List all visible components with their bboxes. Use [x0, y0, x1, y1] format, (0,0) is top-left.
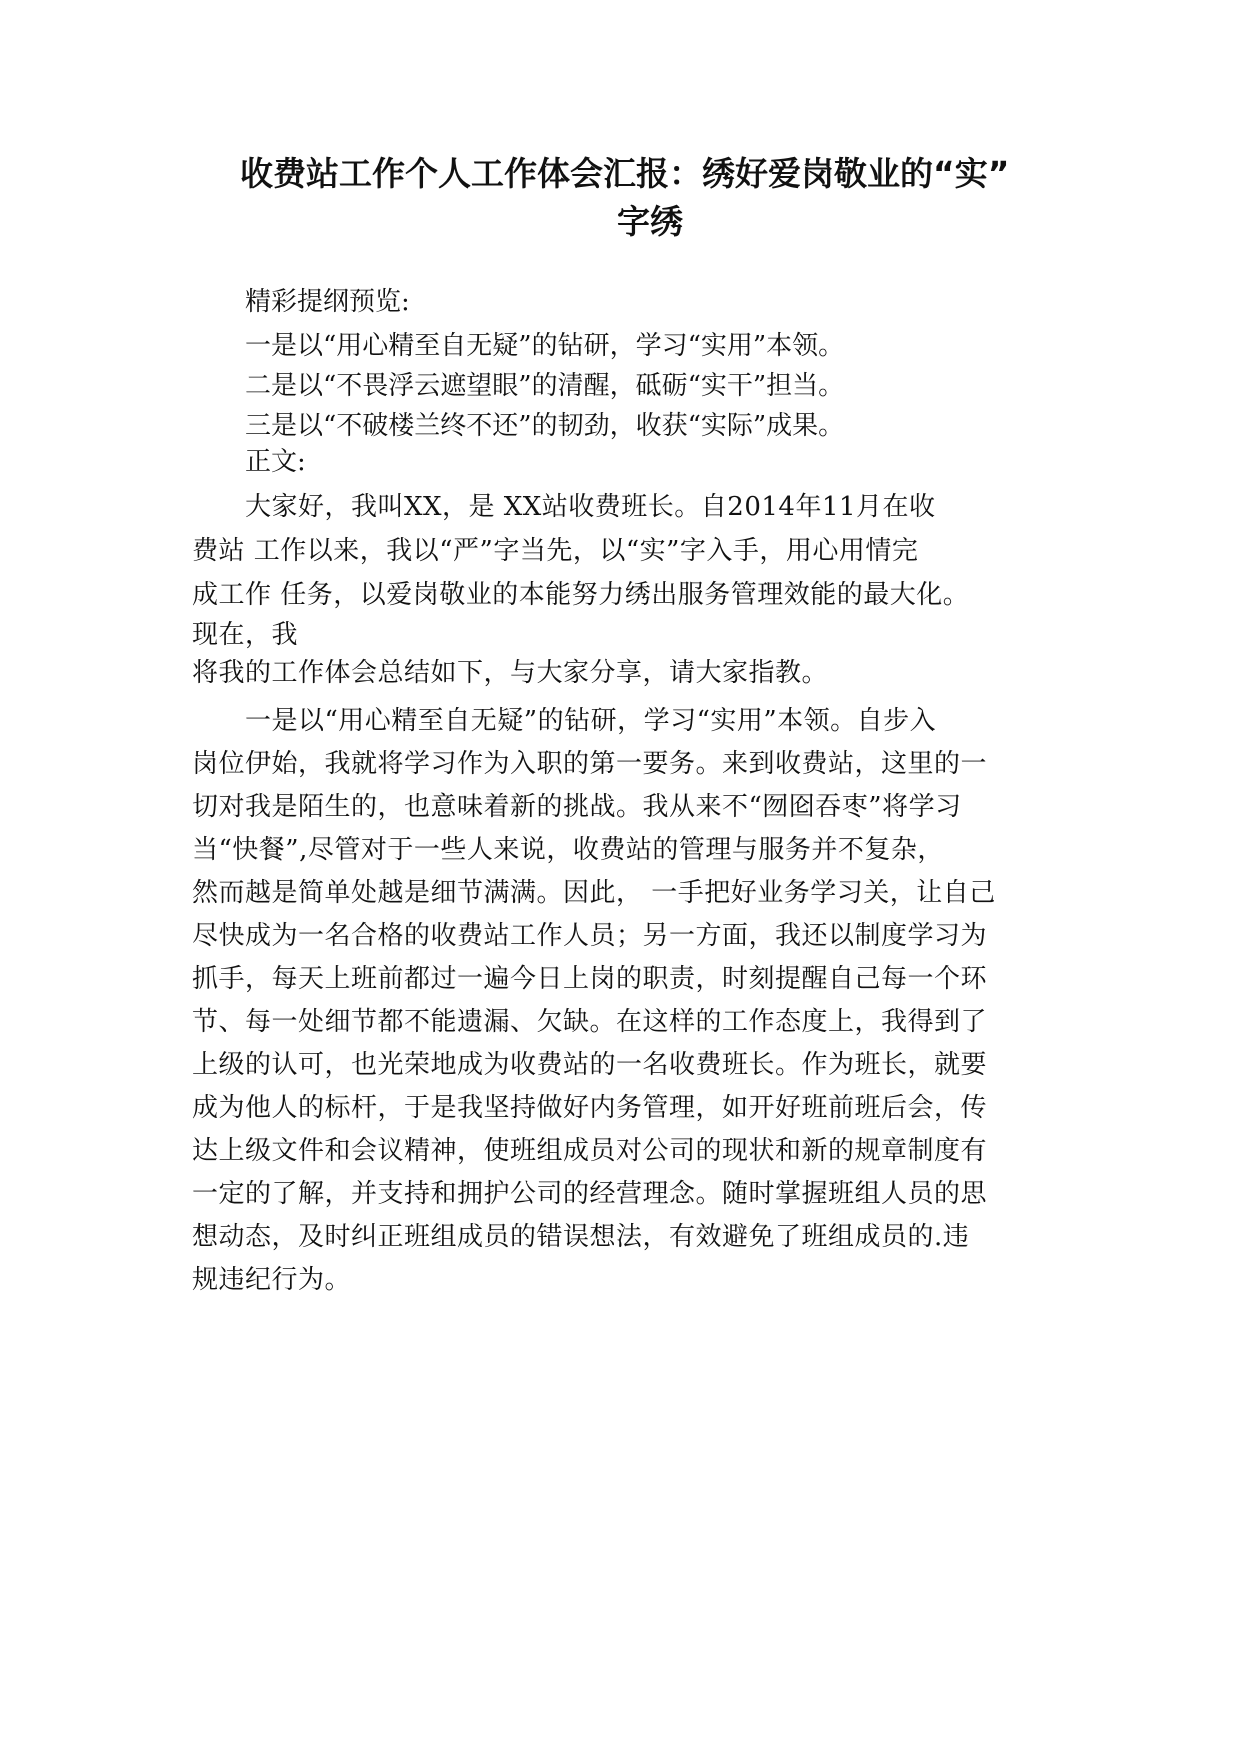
- section1-line-10: 成为他人的标杆，于是我坚持做好内务管理，如开好班前班后会，传: [192, 1093, 988, 1123]
- section1-line-14: 规违纪行为。: [192, 1265, 352, 1295]
- outline-heading: 精彩提纲预览:: [245, 287, 410, 317]
- section1-line-5: 然而越是简单处越是细节满满。因此， 一手把好业务学习关，让自己: [192, 878, 996, 908]
- section1-line-2: 岗位伊始，我就将学习作为入职的第一要务。来到收费站，这里的一: [192, 749, 988, 779]
- intro-line-3: 成工作 任务，以爱岗敬业的本能努力绣出服务管理效能的最大化。: [192, 580, 970, 610]
- intro-line-4: 现在，我: [192, 620, 299, 650]
- outline-item-2: 二是以“不畏浮云遮望眼”的清醒，砥砺“实干”担当。: [245, 371, 845, 401]
- intro-line-5: 将我的工作体会总结如下，与大家分享，请大家指教。: [192, 658, 829, 688]
- section1-line-9: 上级的认可，也光荣地成为收费站的一名收费班长。作为班长，就要: [192, 1050, 988, 1080]
- intro-line-2: 费站 工作以来，我以“严”字当先，以“实”字入手，用心用情完: [192, 536, 919, 566]
- section1-line-3: 切对我是陌生的，也意味着新的挑战。我从来不“囫囵吞枣”将学习: [192, 792, 962, 822]
- section1-line-13: 想动态，及时纠正班组成员的错误想法，有效避免了班组成员的.违: [192, 1222, 970, 1252]
- outline-item-1: 一是以“用心精至自无疑”的钻研，学习“实用”本领。: [245, 331, 845, 361]
- section1-line-1: 一是以“用心精至自无疑”的钻研，学习“实用”本领。自步入: [245, 706, 937, 736]
- body-heading: 正文:: [245, 447, 306, 477]
- section1-line-12: 一定的了解，并支持和拥护公司的经营理念。随时掌握班组人员的思: [192, 1179, 988, 1209]
- document-title-line-2: 字绣: [617, 202, 683, 241]
- section1-line-11: 达上级文件和会议精神，使班组成员对公司的现状和新的规章制度有: [192, 1136, 988, 1166]
- intro-line-1: 大家好，我叫XX，是 XX站收费班长。自2014年11月在收: [245, 492, 936, 522]
- document-title-line-1: 收费站工作个人工作体会汇报：绣好爱岗敬业的“实”: [240, 154, 1010, 193]
- section1-line-7: 抓手，每天上班前都过一遍今日上岗的职责，时刻提醒自己每一个环: [192, 964, 988, 994]
- section1-line-6: 尽快成为一名合格的收费站工作人员；另一方面，我还以制度学习为: [192, 921, 988, 951]
- section1-line-8: 节、每一处细节都不能遗漏、欠缺。在这样的工作态度上，我得到了: [192, 1007, 988, 1037]
- outline-item-3: 三是以“不破楼兰终不还”的韧劲，收获“实际”成果。: [245, 411, 845, 441]
- section1-line-4: 当“快餐”,尽管对于一些人来说，收费站的管理与服务并不复杂，: [192, 835, 944, 865]
